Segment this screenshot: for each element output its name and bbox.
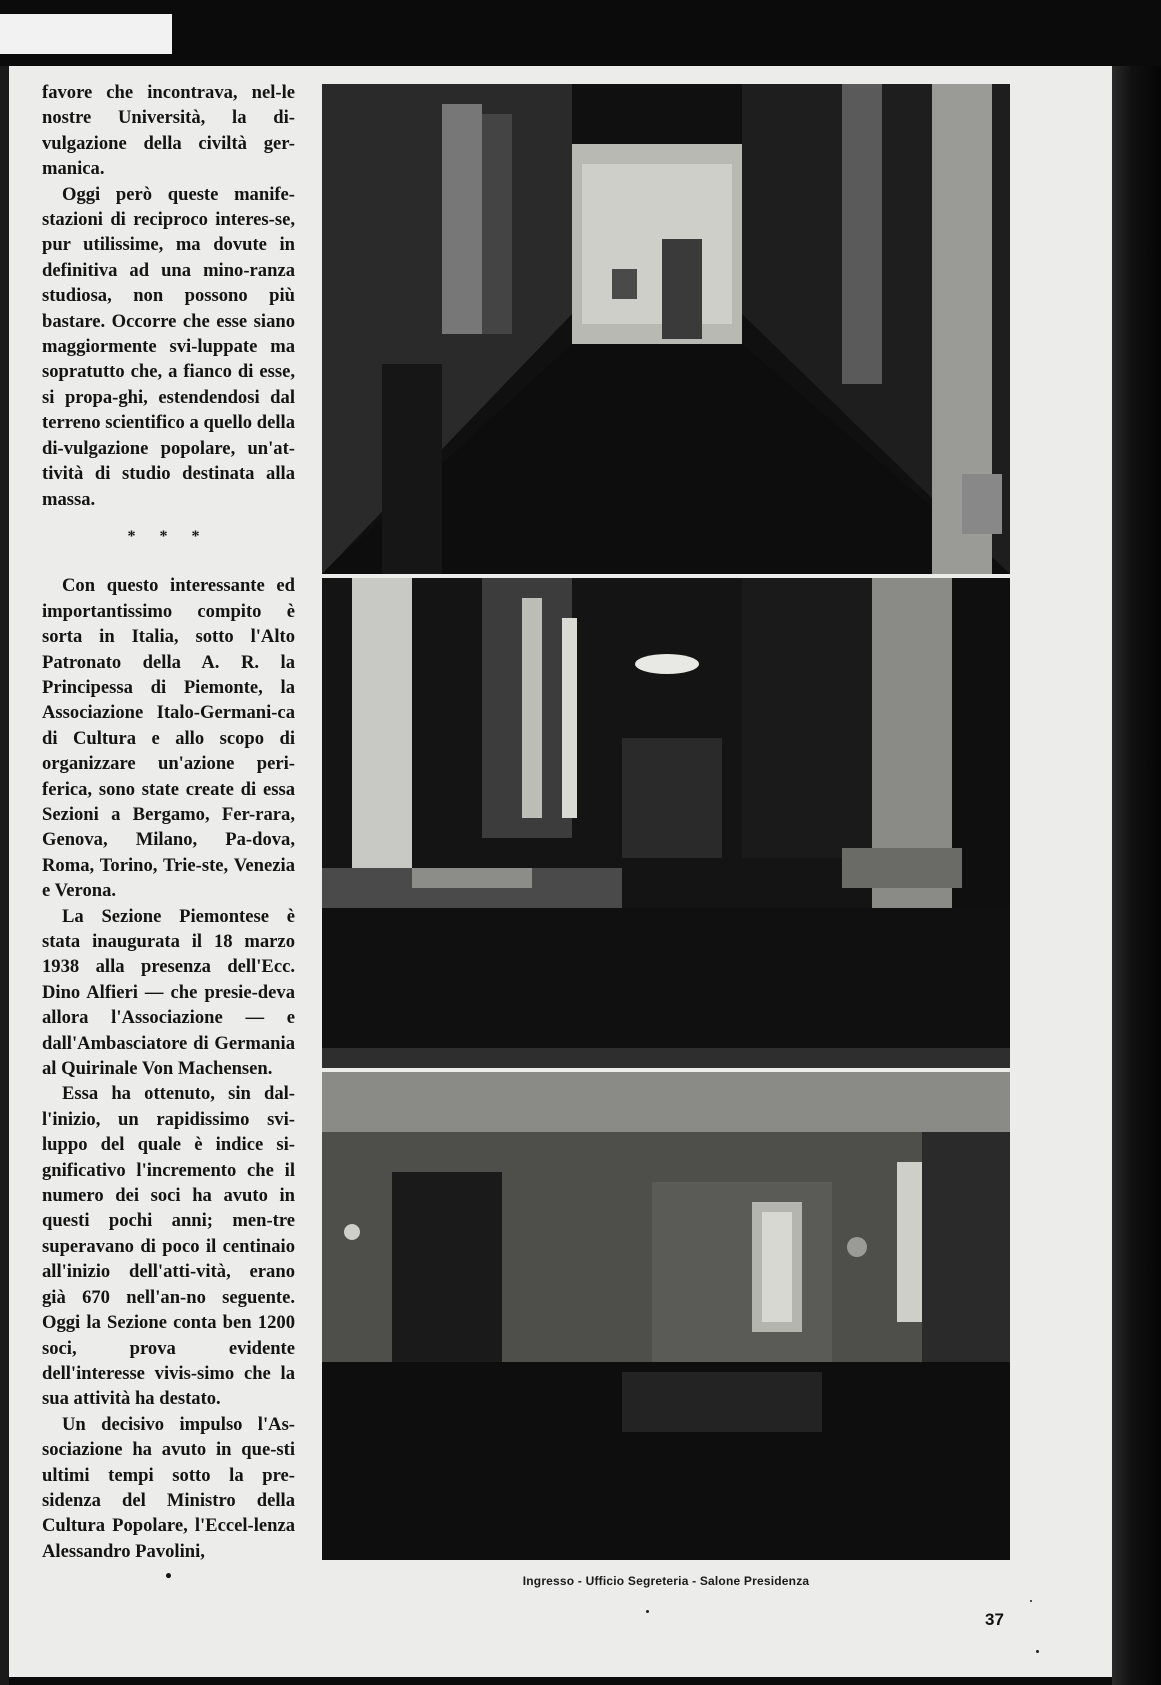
page-right-edge xyxy=(1112,66,1161,1685)
scan-speck xyxy=(1030,1600,1032,1602)
paragraph-5: Essa ha ottenuto, sin dal-l'inizio, un rapidissimo svi-luppo del quale è indice si-gnificativo l'incremento che il numero dei soci ha avuto in questi pochi anni; men-tre superavano di poco il centinaio all'inizio dell'atti-vità, erano già 670 nell'an-no seguente. Oggi la Sezione conta ben 1200 soci, prova evidente dell'interesse vivis-simo che la sua attività ha destato. xyxy=(42,1083,295,1410)
paragraph-4: La Sezione Piemontese è stata inaugurata il 18 marzo 1938 alla presenza dell'Ecc. Dino Alfieri — che presie-deva allora l'Associazione — e dall'Ambasciatore di Germania al Quirinale Von Machensen. xyxy=(42,905,295,1080)
scan-speck xyxy=(1036,1650,1039,1653)
photo-presidential-hall xyxy=(322,1072,1010,1560)
photo-office xyxy=(322,578,1010,1068)
photo-entrance-image xyxy=(322,84,1010,574)
article-column xyxy=(42,80,295,1590)
page-number: 37 xyxy=(985,1610,1004,1629)
scan-speck xyxy=(646,1610,649,1613)
paragraph-2: Oggi però queste manife-stazioni di reciproco interes-se, pur utilissime, ma dovute in definitiva ad una mino-ranza studiosa, non possono più bastare. Occorre che esse siano maggiormente svi-luppate ma sopratutto che, a fianco di esse, si propa-ghi, estendendosi dal terreno scientifico a quello della di-vulgazione popolare, un'at-tività di studio destinata alla massa. xyxy=(42,183,295,510)
photo-caption: Ingresso - Ufficio Segreteria - Salone Presidenza xyxy=(522,1574,810,1588)
paragraph-1: favore che incontrava, nel-le nostre Università, la di-vulgazione della civiltà ger-manica. xyxy=(42,82,295,180)
photo-entrance xyxy=(322,84,1010,574)
paragraph-3: Con questo interessante ed importantissimo compito è sorta in Italia, sotto l'Alto Patronato della A. R. la Principessa di Piemonte, la Associazione Italo-Germani-ca di Cultura e allo scopo di organizzare un'azione peri-ferica, sono state create di essa Sezioni a Bergamo, Fer-rara, Genova, Milano, Pa-dova, Roma, Torino, Trie-ste, Venezia e Verona. xyxy=(42,575,295,902)
page-left-edge xyxy=(0,66,9,1685)
end-mark: • xyxy=(165,1566,172,1588)
scan-corner-tab xyxy=(0,14,172,54)
photo-office-image xyxy=(322,578,1010,1068)
section-separator: * * * xyxy=(127,527,210,545)
paragraph-6: Un decisivo impulso l'As-sociazione ha avuto in que-sti ultimi tempi sotto la pre-sidenza del Ministro della Cultura Popolare, l'Eccel-lenza Alessandro Pavolini, xyxy=(42,1413,295,1562)
photo-hall-image xyxy=(322,1072,1010,1560)
